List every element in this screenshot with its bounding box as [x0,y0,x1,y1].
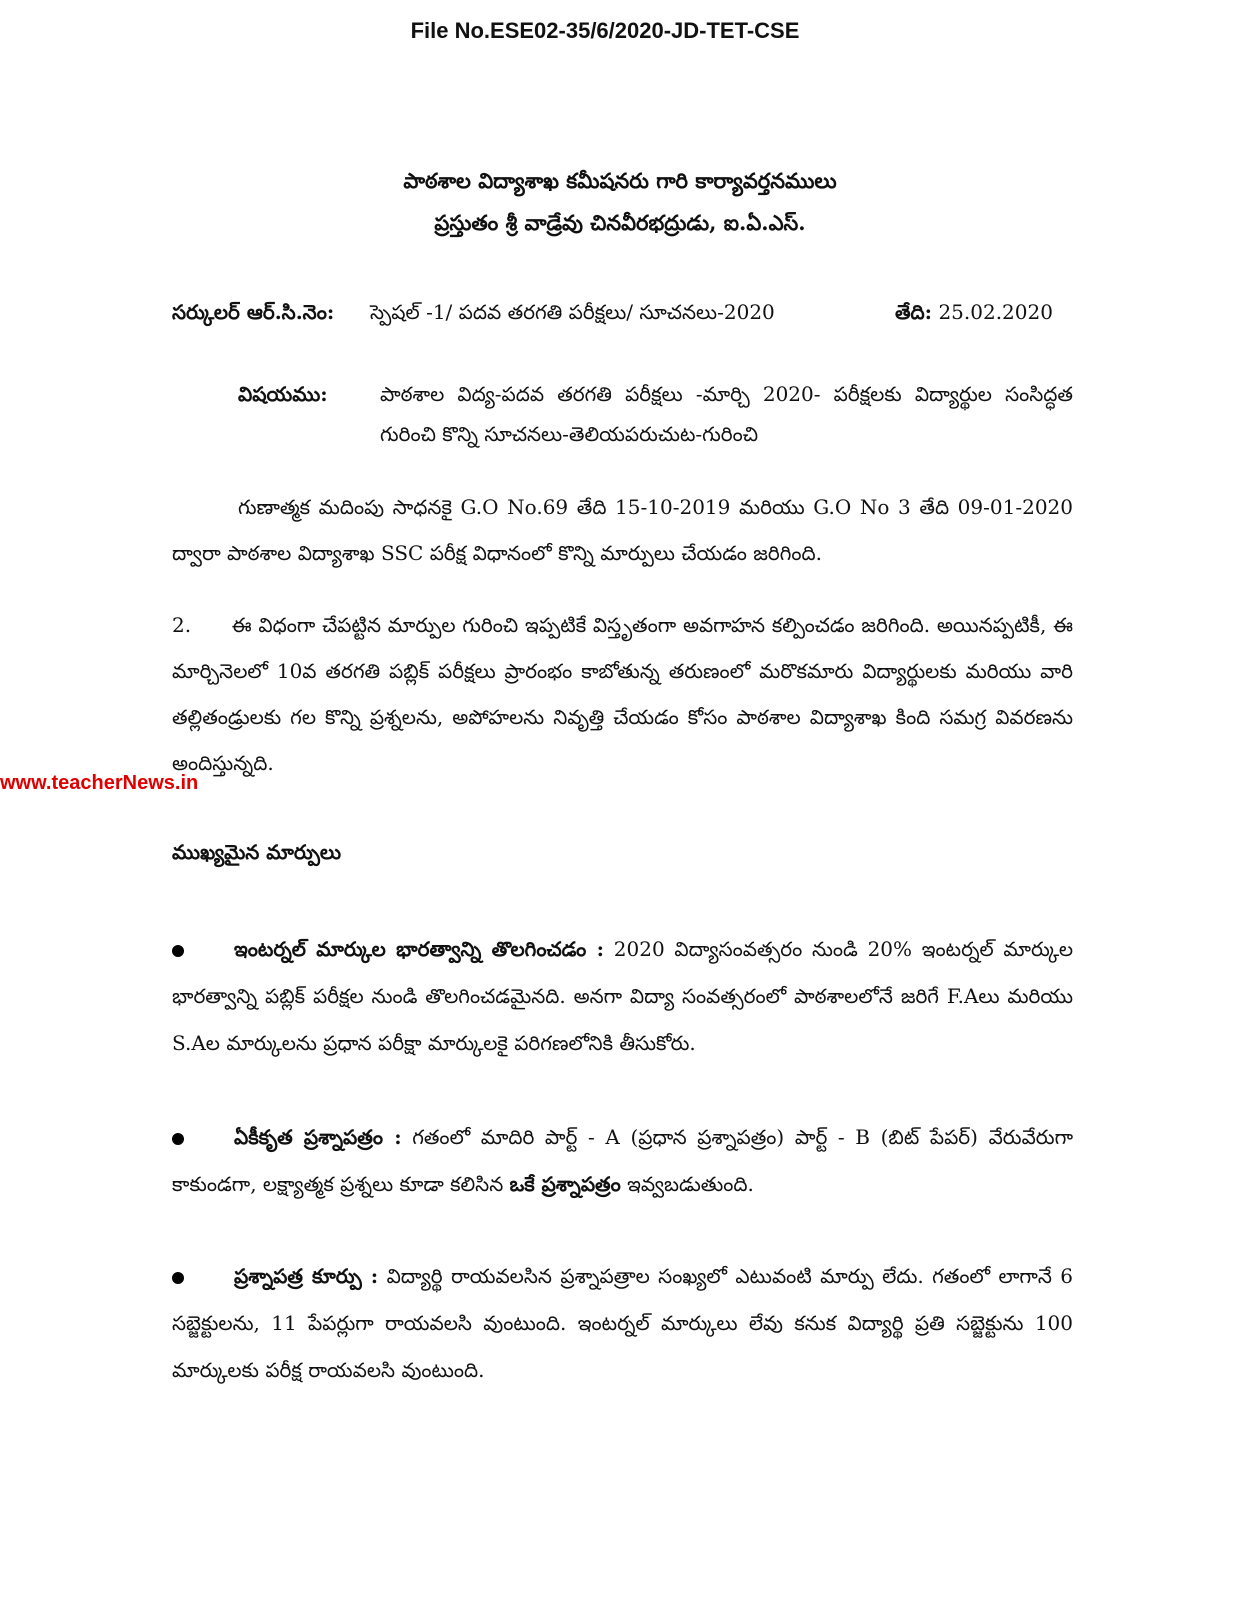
bullet-text: గతంలో మాదిరి పార్ట్ - A (ప్రధాన ప్రశ్నాపత్రం) పార్ట్ - B (బిట్ పేపర్) వేరువేరుగా కాకుండగా, లక్ష్యాత్మక ప్రశ్నలు కూడా కలిసిన [172,1125,1074,1196]
section-heading: ముఖ్యమైన మార్పులు [172,840,341,864]
office-title: పాఠశాల విద్యాశాఖ కమీషనరు గారి కార్యావర్తనములు [403,168,837,193]
bullet-icon [172,945,184,957]
date-field [895,300,1053,329]
bullet-title: ఏకీకృత ప్రశ్నాపత్రం : [234,1125,402,1149]
bullet-text: విద్యార్థి రాయవలసిన ప్రశ్నాపత్రాల సంఖ్యలో ఎటువంటి మార్పు లేదు. గతంలో లాగానే 6 సబ్జెక్టులను, 11 పేపర్లుగా రాయవలసి వుంటుంది. ఇంటర్నల్ మార్కులు లేవు కనుక విద్యార్థి ప్రతి సబ్జెక్టును 100 మార్కులకు పరీక్ష రాయవలసి వుంటుంది. [172,1264,1073,1382]
bullet-icon [172,1272,184,1284]
bullet-item [172,926,1073,1067]
bullet-emphasis: ఒకే ప్రశ్నాపత్రం [509,1172,621,1196]
circular-label: సర్కులర్ ఆర్.సి.నెం: [172,300,335,324]
circular-number: స్పెషల్ -1/ పదవ తరగతి పరీక్షలు/ సూచనలు-2020 [370,300,775,324]
date-value: 25.02.2020 [938,300,1053,324]
file-number: File No.ESE02-35/6/2020-JD-TET-CSE [410,18,800,43]
bullet-text-end: ఇవ్వబడుతుంది. [620,1172,754,1196]
date-label: తేది: [895,300,933,324]
watermark-link[interactable]: www.teacherNews.in [0,772,199,794]
bullet-icon [172,1133,184,1145]
bullet-text: 2020 విద్యాసంవత్సరం నుండి 20% ఇంటర్నల్ మార్కుల భారత్వాన్ని పబ్లిక్ పరీక్షల నుండి తొలగించడమైనది. అనగా విద్యా సంవత్సరంలో పాఠశాలలోనే జరిగే F.Aలు మరియు S.Aల మార్కులను ప్రధాన పరీక్షా మార్కులకై పరిగణలోనికి తీసుకోరు. [172,937,1073,1055]
subject-text: పాఠశాల విద్య-పదవ తరగతి పరీక్షలు -మార్చి 2020- పరీక్షలకు విద్యార్థుల సంసిద్ధత గురించి కొన్ని సూచనలు-తెలియపరుచుట-గురించి [380,382,1073,446]
bullet-title: ప్రశ్నాపత్ర కూర్పు : [234,1264,379,1288]
bullet-item [172,1253,1073,1394]
officer-name: ప్రస్తుతం శ్రీ వాడ్రేవు చినవీరభద్రుడు, ఐ.ఏ.ఎస్. [434,210,806,235]
paragraph-1: గుణాత్మక మదింపు సాధనకై G.O No.69 తేది 15-10-2019 మరియు G.O No 3 తేది 09-01-2020 ద్వారా పాఠశాల విద్యాశాఖ SSC పరీక్ష విధానంలో కొన్ని మార్పులు చేయడం జరిగింది. [172,495,1073,565]
subject-block [238,374,1073,454]
subject-label: విషయము: [238,382,328,406]
paragraph-2: 2. ఈ విధంగా చేపట్టిన మార్పుల గురించి ఇప్పటికే విస్తృతంగా అవగాహన కల్పించడం జరిగింది. అయినప్పటికీ, ఈ మార్చినెలలో 10వ తరగతి పబ్లిక్ పరీక్షలు ప్రారంభం కాబోతున్న తరుణంలో మరొకమారు విద్యార్థులకు మరియు వారి తల్లితండ్రులకు గల కొన్ని ప్రశ్నలను, అపోహలను నివృత్తి చేయడం కోసం పాఠశాల విద్యాశాఖ కింది సమగ్ర వివరణను అందిస్తున్నది. [172,613,1080,775]
bullet-title: ఇంటర్నల్ మార్కుల భారత్వాన్ని తొలగించడం : [234,937,605,961]
bullet-item [172,1114,1073,1208]
